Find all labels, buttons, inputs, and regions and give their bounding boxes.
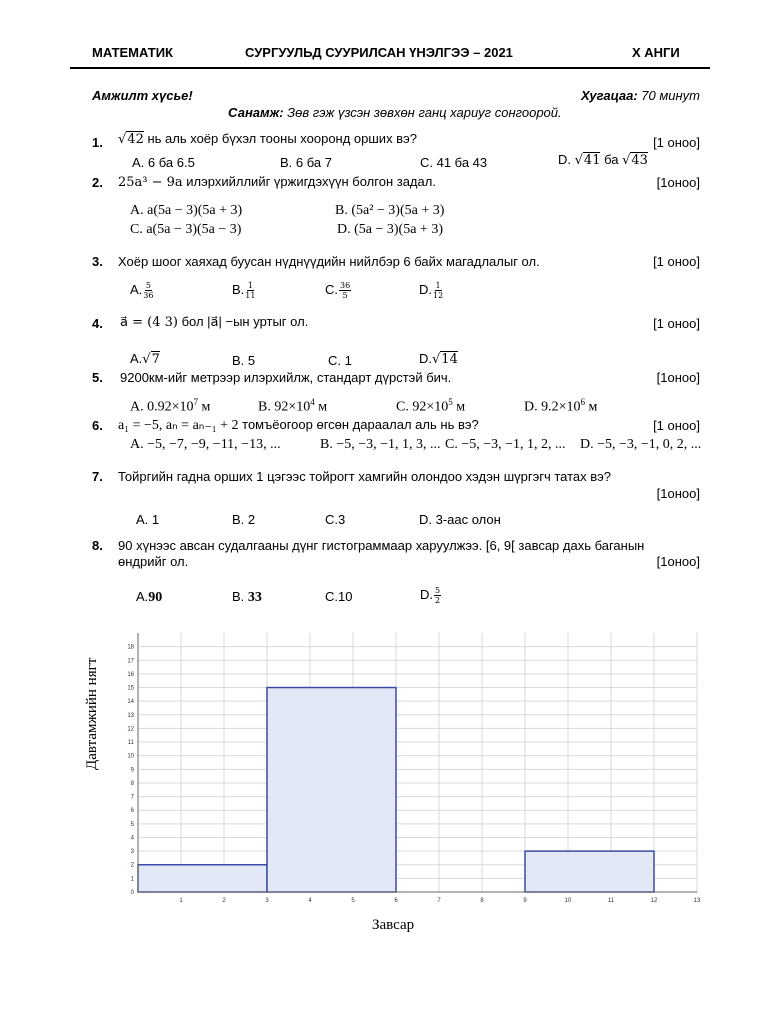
- q8-b-value: 33: [247, 590, 262, 605]
- y-tick-label: 4: [130, 835, 134, 842]
- q4-option-d[interactable]: [419, 351, 458, 367]
- x-tick-label: 4: [308, 898, 312, 904]
- q3-d-fraction: [433, 281, 443, 300]
- denominator: 12: [433, 291, 444, 300]
- q5-c-unit: м: [452, 399, 466, 415]
- q3-a-fraction: [143, 281, 153, 300]
- denominator: 5: [342, 291, 348, 300]
- q6-number: 6.: [92, 418, 103, 433]
- q8-text-line1: 90 хүнээс авсан судалгааны дүнг гистограммаар харуулжээ. [6, 9[ завсар дахь баганын: [118, 538, 645, 553]
- y-tick-label: 11: [127, 740, 134, 747]
- header-grade: X АНГИ: [632, 45, 680, 60]
- q7-option-c[interactable]: C.3: [325, 512, 346, 527]
- numerator: 1: [435, 281, 441, 290]
- q2-stem: [118, 174, 436, 190]
- histogram-chart: [90, 625, 710, 910]
- q1-number: 1.: [92, 135, 103, 150]
- y-tick-label: 10: [127, 753, 134, 760]
- q5-b-exponent: 4: [310, 397, 315, 407]
- q2-option-d[interactable]: D. (5a − 3)(5a + 3): [337, 222, 443, 237]
- q3-b-label: B.: [232, 281, 245, 297]
- q8-option-b[interactable]: [232, 589, 262, 606]
- q4-number: 4.: [92, 316, 103, 331]
- histogram-bar: [267, 688, 396, 892]
- q6-option-b[interactable]: B. −5, −3, −1, 1, 3, ...: [320, 437, 441, 452]
- note-label: Санамж:: [228, 105, 284, 120]
- x-tick-label: 7: [437, 898, 441, 904]
- q8-a-label: A.: [136, 589, 149, 604]
- q3-text: Хоёр шоог хаяхад буусан нүднүүдийн нийлбэр 6 байх магадлалыг ол.: [118, 254, 540, 269]
- q2-option-b[interactable]: B. (5a² − 3)(5a + 3): [335, 203, 445, 218]
- chart-x-axis-label: Завсар: [372, 917, 415, 933]
- q6-text: томъёогоор өгсөн дараалал аль нь вэ?: [238, 417, 479, 432]
- y-tick-label: 17: [127, 658, 134, 665]
- numerator: 5: [145, 281, 151, 290]
- q3-d-label: D.: [419, 281, 432, 297]
- q6-option-d[interactable]: D. −5, −3, −1, 0, 2, ...: [580, 437, 702, 452]
- time-limit: [581, 88, 700, 103]
- y-tick-label: 14: [127, 699, 134, 706]
- x-tick-label: 9: [523, 898, 527, 904]
- numerator: 36: [340, 281, 351, 290]
- x-tick-label: 10: [564, 898, 572, 904]
- header-exam-title: СУРГУУЛЬД СУУРИЛСАН ҮНЭЛГЭЭ – 2021: [245, 45, 513, 60]
- instruction-note: [228, 105, 562, 120]
- q4-option-a[interactable]: [130, 351, 160, 367]
- q1-d-value1: 41: [583, 153, 601, 168]
- q4-d-prefix: D.: [419, 351, 432, 366]
- q7-text: Тойргийн гадна орших 1 цэгээс тойрогт хамгийн олондоо хэдэн шүргэгч татах вэ?: [118, 469, 612, 484]
- header-subject: МАТЕМАТИК: [92, 45, 173, 60]
- y-tick-label: 1: [130, 876, 134, 883]
- q1-option-d[interactable]: [558, 152, 648, 168]
- q4-text: бол |a⃗| −ын уртыг ол.: [177, 314, 309, 329]
- q4-a-prefix: A.: [130, 351, 143, 366]
- x-tick-label: 3: [265, 898, 269, 904]
- q3-option-a[interactable]: [130, 281, 153, 300]
- q8-option-c[interactable]: C.10: [325, 589, 353, 604]
- q3-a-label: A.: [130, 281, 143, 297]
- q5-a-unit: м: [198, 399, 211, 415]
- q2-number: 2.: [92, 175, 103, 190]
- x-tick-label: 8: [480, 898, 484, 904]
- q1-d-prefix: D.: [558, 152, 571, 167]
- numerator: 1: [247, 281, 253, 290]
- q3-option-c[interactable]: [325, 281, 351, 300]
- q1-stem: [118, 131, 417, 147]
- q6-score: [1 оноо]: [653, 418, 700, 433]
- x-tick-label: 11: [607, 898, 615, 904]
- q1-text: нь аль хоёр бүхэл тооны хооронд орших вэ?: [143, 131, 417, 146]
- q5-number: 5.: [92, 370, 103, 385]
- header-rule: [70, 67, 710, 69]
- x-tick-label: 13: [693, 898, 701, 904]
- q8-option-a[interactable]: [136, 589, 162, 606]
- q4-d-value: 14: [441, 352, 458, 367]
- q8-option-d[interactable]: [420, 586, 441, 605]
- q3-option-b[interactable]: [232, 281, 255, 300]
- y-tick-label: 9: [130, 767, 134, 774]
- q8-number: 8.: [92, 538, 103, 553]
- q3-option-d[interactable]: [419, 281, 443, 300]
- q5-b-unit: м: [314, 399, 328, 415]
- q5-option-d[interactable]: [524, 397, 597, 416]
- q1-score: [1 оноо]: [653, 135, 700, 150]
- q5-option-c[interactable]: [396, 397, 465, 416]
- q8-d-fraction: [434, 586, 441, 605]
- q8-text-line2: өндрийг ол.: [118, 554, 189, 569]
- q5-a-exponent: 7: [193, 397, 199, 407]
- time-value: 70 минут: [637, 88, 700, 103]
- x-tick-label: 1: [179, 898, 183, 904]
- q5-text: 9200км-ийг метрээр илэрхийлж, стандарт дүрстэй бич.: [120, 370, 452, 385]
- y-tick-label: 18: [127, 644, 134, 651]
- x-tick-label: 12: [650, 898, 658, 904]
- x-tick-label: 5: [351, 898, 355, 904]
- q5-d-unit: м: [585, 399, 598, 415]
- q3-number: 3.: [92, 254, 103, 269]
- numerator: 5: [435, 586, 441, 595]
- sqrt-icon: √: [622, 153, 631, 168]
- q4-a-value: 7: [151, 352, 160, 367]
- q1-d-mid: ба: [600, 152, 623, 167]
- q5-a-base: A. 0.92×10: [130, 399, 194, 415]
- y-tick-label: 2: [130, 862, 134, 869]
- sqrt-icon: √: [574, 153, 583, 168]
- q7-score: [1оноо]: [656, 486, 700, 501]
- q1-option-a[interactable]: A. 6 ба 6.5: [132, 155, 195, 170]
- q3-c-label: C.: [325, 281, 338, 297]
- q6-stem: [118, 417, 479, 434]
- q8-d-label: D.: [420, 586, 433, 602]
- q2-score: [1оноо]: [656, 175, 700, 190]
- q4-stem: [120, 314, 308, 330]
- q6-option-c[interactable]: C. −5, −3, −1, 1, 2, ...: [445, 437, 566, 452]
- y-tick-label: 13: [127, 712, 134, 719]
- q2-option-a[interactable]: A. a(5a − 3)(5a + 3): [130, 203, 243, 218]
- q4-option-c[interactable]: C. 1: [328, 353, 352, 368]
- q8-a-value: 90: [148, 590, 163, 605]
- y-tick-label: 16: [127, 671, 134, 678]
- q2-text: илэрхийллийг үржигдэхүүн болгон задал.: [182, 174, 436, 189]
- q1-option-c[interactable]: C. 41 ба 43: [420, 155, 488, 170]
- sqrt-icon: √: [118, 132, 127, 147]
- y-tick-label: 3: [130, 849, 134, 856]
- sqrt-icon: √: [142, 352, 151, 367]
- x-tick-label: 2: [222, 898, 226, 904]
- y-tick-label: 5: [130, 821, 134, 828]
- x-tick-label: 6: [394, 898, 398, 904]
- y-tick-label: 0: [130, 890, 134, 896]
- y-tick-label: 7: [130, 794, 134, 801]
- q7-option-a[interactable]: A. 1: [136, 512, 160, 527]
- y-tick-label: 15: [127, 685, 134, 692]
- q1-option-b[interactable]: B. 6 ба 7: [280, 155, 332, 170]
- q6-option-a[interactable]: A. −5, −7, −9, −11, −13, ...: [130, 437, 281, 452]
- q1-expr: 42: [127, 132, 144, 147]
- y-tick-label: 12: [127, 726, 134, 733]
- histogram-bar: [138, 865, 267, 892]
- q3-b-fraction: [245, 281, 255, 300]
- chart-y-axis-label: Давтамжийн нягт: [84, 657, 100, 770]
- q5-d-base: D. 9.2×10: [524, 399, 581, 415]
- q7-option-d[interactable]: D. 3-аас олон: [419, 512, 501, 527]
- greeting: Амжилт хүсье!: [92, 88, 193, 103]
- y-tick-label: 6: [130, 808, 134, 815]
- q5-c-base: C. 92×10: [396, 399, 449, 415]
- denominator: 11: [245, 291, 256, 300]
- sqrt-icon: √: [432, 352, 441, 367]
- q7-option-b[interactable]: B. 2: [232, 512, 256, 527]
- q8-score: [1оноо]: [656, 554, 700, 569]
- q5-d-exponent: 6: [580, 397, 586, 407]
- q8-b-label: B.: [232, 589, 248, 604]
- q5-b-base: B. 92×10: [258, 399, 311, 415]
- q4-score: [1 оноо]: [653, 316, 700, 331]
- q5-option-b[interactable]: [258, 397, 327, 416]
- q4-expr: a⃗ = (4 3): [120, 315, 178, 330]
- q2-option-c[interactable]: C. a(5a − 3)(5a − 3): [130, 222, 242, 237]
- q1-d-value2: 43: [631, 153, 648, 168]
- q5-score: [1оноо]: [656, 370, 700, 385]
- time-label: Хугацаа:: [580, 88, 638, 103]
- q4-option-b[interactable]: B. 5: [232, 353, 256, 368]
- histogram-bar: [525, 851, 654, 892]
- q3-score: [1 оноо]: [653, 254, 700, 269]
- y-tick-label: 8: [130, 780, 134, 787]
- q2-expr: 25a³ − 9a: [118, 175, 183, 190]
- denominator: 36: [143, 291, 154, 300]
- note-text: Зөв гэж үзсэн зөвхөн ганц хариуг сонгоорой.: [283, 105, 562, 120]
- q7-number: 7.: [92, 469, 103, 484]
- q3-c-fraction: [339, 281, 351, 300]
- q5-c-exponent: 5: [448, 397, 453, 407]
- q5-option-a[interactable]: [130, 397, 210, 416]
- q6-expr: a₁ = −5, aₙ = aₙ₋₁ + 2: [118, 418, 239, 433]
- denominator: 2: [435, 596, 441, 605]
